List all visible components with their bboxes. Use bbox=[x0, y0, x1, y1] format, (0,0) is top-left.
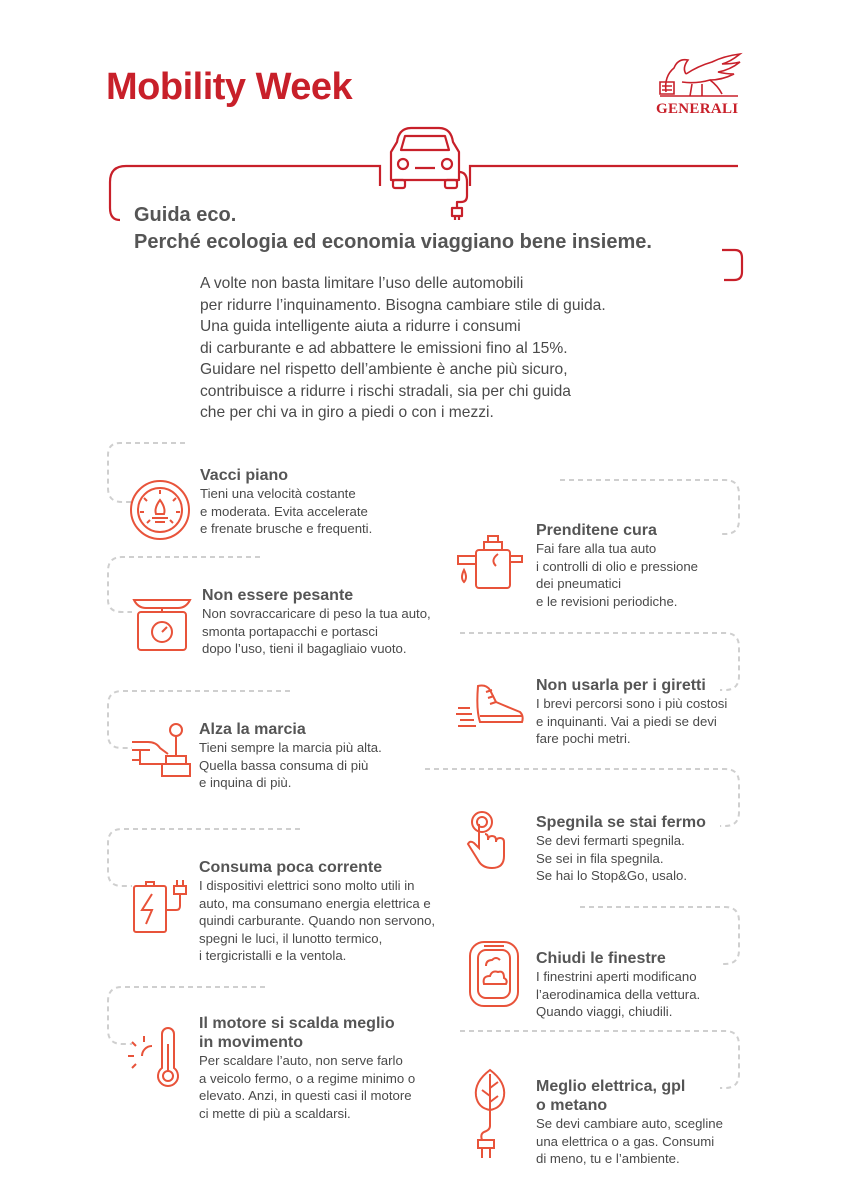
tip-text: e le revisioni periodiche. bbox=[536, 593, 678, 609]
tip-title: Prenditene cura bbox=[536, 522, 657, 539]
tip-text: I finestrini aperti modificano bbox=[536, 969, 697, 984]
tip-text: I brevi percorsi sono i più costosi bbox=[536, 696, 728, 711]
tip-text: Se devi cambiare auto, scegline bbox=[536, 1116, 723, 1131]
tip-text: Fai fare alla tua auto bbox=[536, 541, 657, 556]
page-title: Mobility Week bbox=[106, 66, 353, 108]
oil-can-icon bbox=[450, 530, 530, 599]
gear-shift-icon bbox=[130, 720, 194, 785]
intro-line: contribuisce a ridurre i rischi stradali, sia per chi guida bbox=[200, 382, 571, 400]
tip-prenditene-cura bbox=[536, 521, 698, 610]
speedometer-icon bbox=[128, 478, 192, 547]
electric-car-icon bbox=[375, 122, 475, 227]
tip-text: auto, ma consumano energia elettrica e bbox=[199, 895, 431, 911]
tip-text: spegni le luci, il lunotto termico, bbox=[199, 930, 383, 946]
car-window-icon bbox=[468, 940, 520, 1015]
tip-vacci-piano bbox=[200, 466, 372, 538]
tip-consuma-poca-corrente bbox=[199, 858, 435, 965]
tip-text: Per scaldare l’auto, non serve farlo bbox=[199, 1053, 403, 1068]
tip-title: Non essere pesante bbox=[202, 587, 354, 604]
tip-title: Non usarla per i giretti bbox=[536, 677, 706, 694]
leaf-plug-icon bbox=[470, 1068, 510, 1169]
generali-logo bbox=[652, 52, 744, 117]
intro-line: per ridurre l’inquinamento. Bisogna cambiare stile di guida. bbox=[200, 296, 606, 314]
tip-title: Meglio elettrica, gpl bbox=[536, 1078, 686, 1095]
logo-wordmark: GENERALI bbox=[656, 101, 739, 117]
tip-non-essere-pesante bbox=[202, 586, 431, 658]
tip-text: Tieni sempre la marcia più alta. bbox=[199, 740, 382, 755]
tip-text: Tieni una velocità costante bbox=[200, 486, 356, 501]
tip-text: a veicolo fermo, o a regime minimo o bbox=[199, 1070, 416, 1086]
tip-title: in movimento bbox=[199, 1034, 304, 1051]
tip-motore-si-scalda bbox=[199, 1014, 415, 1122]
tip-title: Spegnila se stai fermo bbox=[536, 814, 706, 831]
tip-text: Quella bassa consuma di più bbox=[199, 757, 369, 773]
scale-icon bbox=[132, 590, 192, 659]
tip-title: Vacci piano bbox=[200, 467, 289, 484]
tip-alza-la-marcia bbox=[199, 720, 382, 792]
road-line-end bbox=[722, 250, 742, 280]
tip-text: Quando viaggi, chiudili. bbox=[536, 1004, 673, 1019]
tip-text: di meno, tu e l’ambiente. bbox=[536, 1151, 680, 1166]
sneaker-icon bbox=[456, 680, 526, 735]
tip-text: i controlli di olio e pressione bbox=[536, 558, 698, 574]
battery-plug-icon bbox=[132, 880, 192, 941]
tip-text: elevato. Anzi, in questi casi il motore bbox=[199, 1088, 412, 1103]
intro-line: che per chi va in giro a piedi o con i mezzi. bbox=[200, 404, 494, 421]
subtitle-line-1: Guida eco. bbox=[134, 204, 237, 226]
tip-text: I dispositivi elettrici sono molto utili in bbox=[199, 878, 415, 893]
tip-text: Non sovraccaricare di peso la tua auto, bbox=[202, 606, 431, 621]
tip-text: dopo l’uso, tieni il bagagliaio vuoto. bbox=[202, 641, 407, 656]
tip-text: dei pneumatici bbox=[536, 576, 622, 591]
intro-line: di carburante e ad abbattere le emissioni fino al 15%. bbox=[200, 339, 568, 357]
tip-text: Se devi fermarti spegnila. bbox=[536, 833, 685, 848]
tip-text: l’aerodinamica della vettura. bbox=[536, 986, 701, 1002]
tip-text: e inquinanti. Vai a piedi se devi bbox=[536, 713, 717, 729]
tip-text: e frenate brusche e frequenti. bbox=[200, 521, 373, 536]
tip-text: ci mette di più a scaldarsi. bbox=[199, 1105, 351, 1121]
tip-text: i tergicristalli e la ventola. bbox=[199, 948, 347, 963]
tip-text: smonta portapacchi e portasci bbox=[202, 623, 378, 639]
tip-text: Se hai lo Stop&Go, usalo. bbox=[536, 868, 688, 883]
tip-title: Il motore si scalda meglio bbox=[199, 1015, 395, 1032]
tip-text: Se sei in fila spegnila. bbox=[536, 850, 664, 866]
intro-paragraph bbox=[200, 273, 680, 424]
intro-line: Guidare nel rispetto dell’ambiente è anche più sicuro, bbox=[200, 361, 568, 378]
subtitle-line-2: Perché ecologia ed economia viaggiano bene insieme. bbox=[134, 231, 652, 253]
thermometer-sun-icon bbox=[128, 1028, 184, 1093]
tip-chiudi-le-finestre bbox=[536, 949, 700, 1021]
tip-title: Consuma poca corrente bbox=[199, 859, 383, 876]
tip-text: e inquina di più. bbox=[199, 775, 292, 790]
intro-line: Una guida intelligente aiuta a ridurre i consumi bbox=[200, 318, 521, 335]
tip-title: Alza la marcia bbox=[199, 721, 306, 738]
winged-lion-icon bbox=[652, 52, 744, 100]
tip-text: fare pochi metri. bbox=[536, 731, 631, 746]
tip-text: e moderata. Evita accelerate bbox=[200, 503, 368, 519]
intro-line: A volte non basta limitare l’uso delle automobili bbox=[200, 275, 524, 292]
tip-title: o metano bbox=[536, 1097, 608, 1114]
tip-meglio-elettrica bbox=[536, 1077, 723, 1168]
tip-text: una elettrica o a gas. Consumi bbox=[536, 1133, 715, 1149]
tip-text: quindi carburante. Quando non servono, bbox=[199, 913, 436, 928]
tip-title: Chiudi le finestre bbox=[536, 950, 666, 967]
tip-spegnila-se-stai-fermo bbox=[536, 813, 706, 885]
finger-press-icon bbox=[466, 810, 510, 879]
tip-non-usarla-per-i-giretti bbox=[536, 676, 727, 748]
